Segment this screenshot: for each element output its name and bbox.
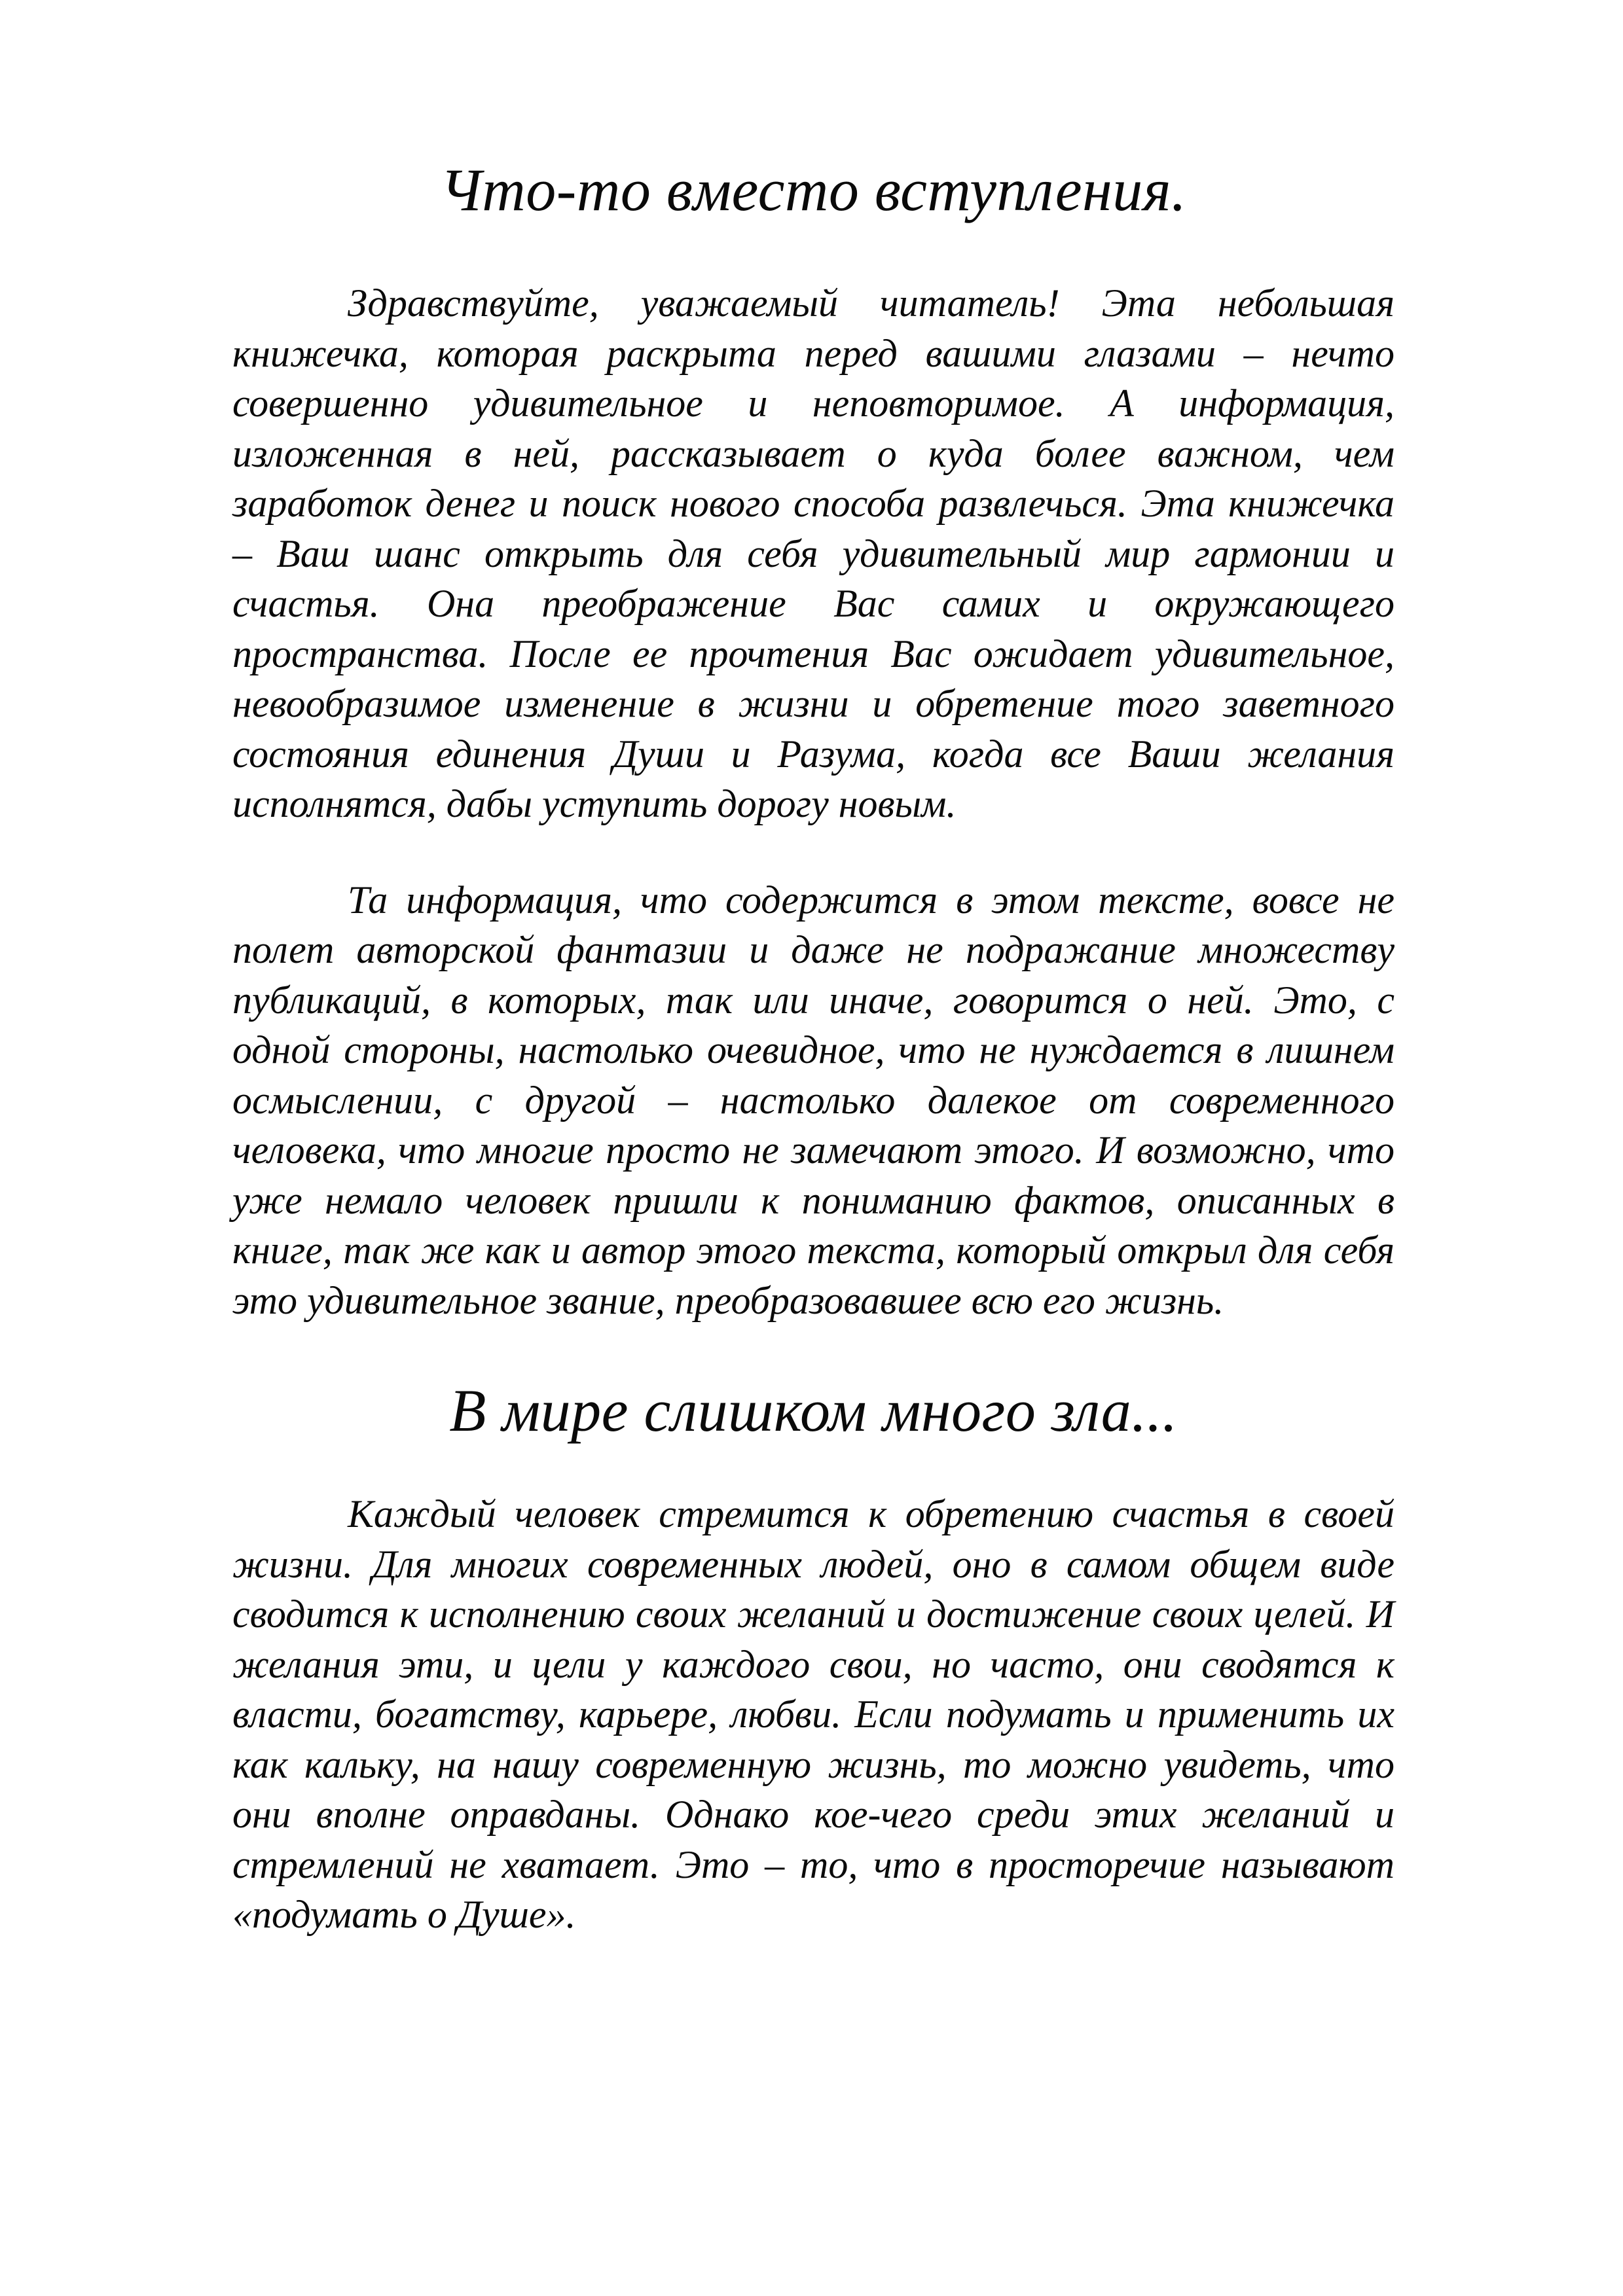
section-title-intro: Что-то вместо вступления. (440, 156, 1187, 223)
paragraph-evil-1: Каждый человек стремится к обретению счастья в своей жизни. Для многих современных людей, оно в самом общем виде сводится к исполнению своих желаний и достижение своих целей. И желания эти, и цели у каждого свои, но часто, они сводятся к власти, богатству, карьере, любви. Если подумать и применить их как кальку, на нашу современную жизнь, то можно увидеть, что они вполне оправданы. Однако кое-чего среди этих желаний и стремлений не хватает. Это – то, что в просторечие называют «подумать о Душе». (232, 1492, 1395, 1936)
paragraph-intro-2: Та информация, что содержится в этом тексте, вовсе не полет авторской фантазии и даже не подражание множеству публикаций, в которых, так или иначе, говорится о ней. Это, с одной стороны, настолько очевидное, что не нуждается в лишнем осмыслении, с другой – настолько далекое от современного человека, что многие просто не замечают этого. И возможно, что уже немало человек пришли к пониманию фактов, описанных в книге, так же как и автор этого текста, который открыл для себя это удивительное звание, преобразовавшее всю его жизнь. (232, 878, 1395, 1322)
page-content (232, 151, 1395, 1940)
paragraph-intro-1: Здравствуйте, уважаемый читатель! Эта небольшая книжечка, которая раскрыта перед вашими глазами – нечто совершенно удивительное и неповторимое. А информация, изложенная в ней, рассказывает о куда более важном, чем заработок денег и поиск нового способа развлечься. Эта книжечка – Ваш шанс открыть для себя удивительный мир гармонии и счастья. Она преображение Вас самих и окружающего пространства. После ее прочтения Вас ожидает удивительное, невообразимое изменение в жизни и обретение того заветного состояния единения Души и Разума, когда все Ваши желания исполнятся, дабы уступить дорогу новым. (232, 281, 1395, 825)
section-title-evil: В мире слишком много зла... (449, 1377, 1178, 1444)
